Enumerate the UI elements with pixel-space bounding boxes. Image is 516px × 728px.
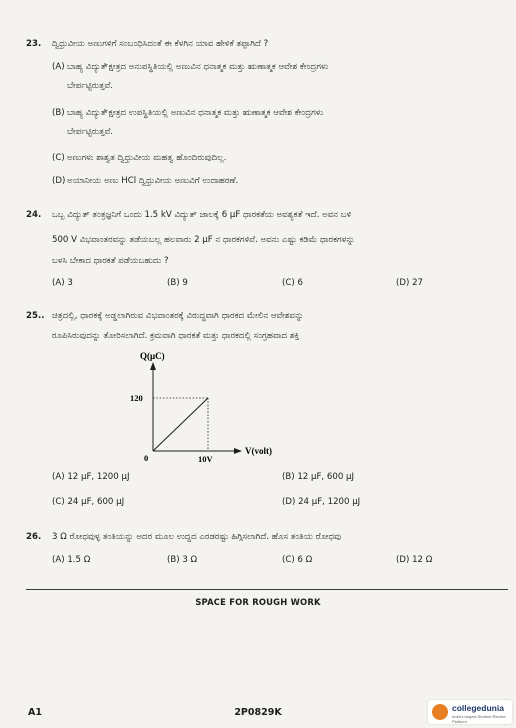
q25-option-c-label: (C) xyxy=(52,497,65,507)
q24-option-c xyxy=(282,277,303,289)
q26-option-a-label: (A) xyxy=(52,555,65,565)
charge-voltage-graph xyxy=(130,346,290,470)
q24-line2: 500 V ವಿಭವಾಂತರವನ್ನು ತಡೆಯಬಲ್ಲ ಹಲವಾರು 2 μF ನ ಧಾರಕಗಳಿವೆ. ಅವನು ಎಷ್ಟು ಕಡಿಮೆ ಧಾರಕಗಳನ್ನು xyxy=(52,235,355,245)
q24-number: 24. xyxy=(26,210,42,220)
q-v-line xyxy=(153,398,208,451)
q26-option-b-value: 3 Ω xyxy=(182,555,198,565)
logo-mark-icon xyxy=(432,704,448,720)
q24-option-b xyxy=(167,277,188,289)
y-tick-label: 120 xyxy=(130,393,143,403)
q26-option-a-value: 1.5 Ω xyxy=(67,555,91,565)
q26-option-c-label: (C) xyxy=(282,555,295,565)
y-axis-label: Q(μC) xyxy=(140,351,165,361)
q23-text: ದ್ವಿಧ್ರುವೀಯ ಅಣುಗಳಿಗೆ ಸಂಬಂಧಿಸಿದಂತೆ ಈ ಕೆಳಗಿನ ಯಾವ ಹೇಳಿಕೆ ತಪ್ಪಾಗಿದೆ ? xyxy=(52,39,269,49)
q24-option-b-label: (B) xyxy=(167,278,180,288)
q24-option-d-value: 27 xyxy=(412,278,423,288)
q25-option-c xyxy=(52,496,124,508)
q23-option-c-label: (C) xyxy=(52,153,65,163)
q25-option-a-label: (A) xyxy=(52,472,65,482)
q26-option-c-value: 6 Ω xyxy=(297,555,313,565)
q25-option-d-label: (D) xyxy=(282,497,296,507)
q25-line2: ರೂಪಿಸಿರುವುದನ್ನು ತೋರಿಸಲಾಗಿದೆ. ಕ್ರಮವಾಗಿ ಧಾರಕತೆ ಮತ್ತು ಧಾರಕದಲ್ಲಿ ಸಂಗ್ರಹವಾದ ಶಕ್ತಿ xyxy=(52,331,300,341)
logo-tagline: India's largest Student Review Platform xyxy=(452,714,506,724)
q26-option-b-label: (B) xyxy=(167,555,180,565)
y-axis-arrow xyxy=(150,362,156,370)
q25-option-c-value: 24 μF, 600 μJ xyxy=(67,497,125,507)
q23-option-b-line2: ಬೇರ್ಪಟ್ಟಿರುತ್ತವೆ. xyxy=(67,127,114,137)
q23-option-b-line1: ಬಾಹ್ಯ ವಿದ್ಯುತ್ಕ್ಷೇತ್ರದ ಉಪಸ್ಥಿತಿಯಲ್ಲಿ ಅಣುವಿನ ಧನಾತ್ಮಕ ಮತ್ತು ಋಣಾತ್ಮಕ ಆವೇಶ ಕೇಂದ್ರಗಳು xyxy=(67,108,324,118)
q24-option-d-label: (D) xyxy=(396,278,410,288)
q23-option-a-line1: ಬಾಹ್ಯ ವಿದ್ಯುತ್ಕ್ಷೇತ್ರದ ಅನುಪಸ್ಥಿತಿಯಲ್ಲಿ ಅಣುವಿನ ಧನಾತ್ಮಕ ಮತ್ತು ಋಣಾತ್ಮಕ ಆವೇಶ ಕೇಂದ್ರಗಳು xyxy=(67,62,329,72)
q24-option-a xyxy=(52,277,73,289)
q24-option-b-value: 9 xyxy=(182,278,188,288)
q24-line1: ಒಬ್ಬ ವಿದ್ಯುತ್ ತಂತ್ರಜ್ಞನಿಗೆ ಒಂದು 1.5 kV ವಿದ್ಯುತ್ ಜಾಲಕ್ಕೆ 6 μF ಧಾರಕತೆಯ ಅವಶ್ಯಕತೆ ಇದೆ. ಅವನ ಬಳಿ xyxy=(52,210,352,220)
q26-option-d-label: (D) xyxy=(396,555,410,565)
q24-option-c-value: 6 xyxy=(297,278,303,288)
q23-option-d-text: ಅಯಾನೀಯ ಅಣು HCl ದ್ವಿಧ್ರುವೀಯ ಅಣುವಿಗೆ ಉದಾಹರಣೆ. xyxy=(67,176,239,186)
q25-option-d-value: 24 μF, 1200 μJ xyxy=(298,497,361,507)
q25-option-b-value: 12 μF, 600 μJ xyxy=(297,472,355,482)
q26-option-d-value: 12 Ω xyxy=(412,555,433,565)
q23-number: 23. xyxy=(26,39,42,49)
q24-option-a-value: 3 xyxy=(67,278,73,288)
x-tick-label: 10V xyxy=(198,454,213,464)
q24-option-c-label: (C) xyxy=(282,278,295,288)
q25-option-b xyxy=(282,471,354,483)
q26-option-c xyxy=(282,554,312,566)
booklet-code: 2P0829K xyxy=(234,707,282,718)
q23-option-b-label: (B) xyxy=(52,108,65,118)
x-axis-label: V(volt) xyxy=(245,446,272,456)
q23-option-a-label: (A) xyxy=(52,62,65,72)
q25-line1: ಚಿತ್ರದಲ್ಲಿ, ಧಾರಕಕ್ಕೆ ಅಡ್ಡಲಾಗಿರುವ ವಿಭವಾಂತರಕ್ಕೆ ವಿರುದ್ಧವಾಗಿ ಧಾರಕದ ಮೇಲಿನ ಆವೇಶವನ್ನು xyxy=(52,311,304,321)
collegedunia-logo xyxy=(428,700,512,724)
q25-number: 25.. xyxy=(26,311,45,321)
q26-option-a xyxy=(52,554,90,566)
page-code-left: A1 xyxy=(28,707,42,718)
q25-option-b-label: (B) xyxy=(282,472,295,482)
rough-work-divider xyxy=(26,589,508,590)
rough-work-heading: SPACE FOR ROUGH WORK xyxy=(195,597,321,607)
origin-label: 0 xyxy=(144,453,149,463)
q26-text: 3 Ω ರೋಧವುಳ್ಳ ತಂತಿಯನ್ನು ಅದರ ಮೂಲ ಉದ್ದದ ಎರಡರಷ್ಟು ಹಿಗ್ಗಿಸಲಾಗಿದೆ. ಹೊಸ ತಂತಿಯ ರೋಧವು xyxy=(52,532,342,542)
q26-option-d xyxy=(396,554,432,566)
x-axis-arrow xyxy=(234,448,242,454)
q26-option-b xyxy=(167,554,197,566)
q24-line3: ಬಳಸಿ ಬೇಕಾದ ಧಾರಕತೆ ಪಡೆಯಬಹುದು ? xyxy=(52,256,169,266)
q25-option-d xyxy=(282,496,360,508)
q25-option-a-value: 12 μF, 1200 μJ xyxy=(67,472,130,482)
q23-option-a-line2: ಬೇರ್ಪಟ್ಟಿರುತ್ತವೆ. xyxy=(67,81,114,91)
q23-option-c-text: ಅಣುಗಳು ಶಾಶ್ವತ ದ್ವಿಧ್ರುವೀಯ ಮಹತ್ವ ಹೊಂದಿರುವುದಿಲ್ಲ. xyxy=(67,153,227,163)
q23-option-d-label: (D) xyxy=(52,176,66,186)
q26-number: 26. xyxy=(26,532,42,542)
q24-option-a-label: (A) xyxy=(52,278,65,288)
logo-name: collegedunia xyxy=(452,703,504,713)
q24-option-d xyxy=(396,277,423,289)
q25-option-a xyxy=(52,471,129,483)
